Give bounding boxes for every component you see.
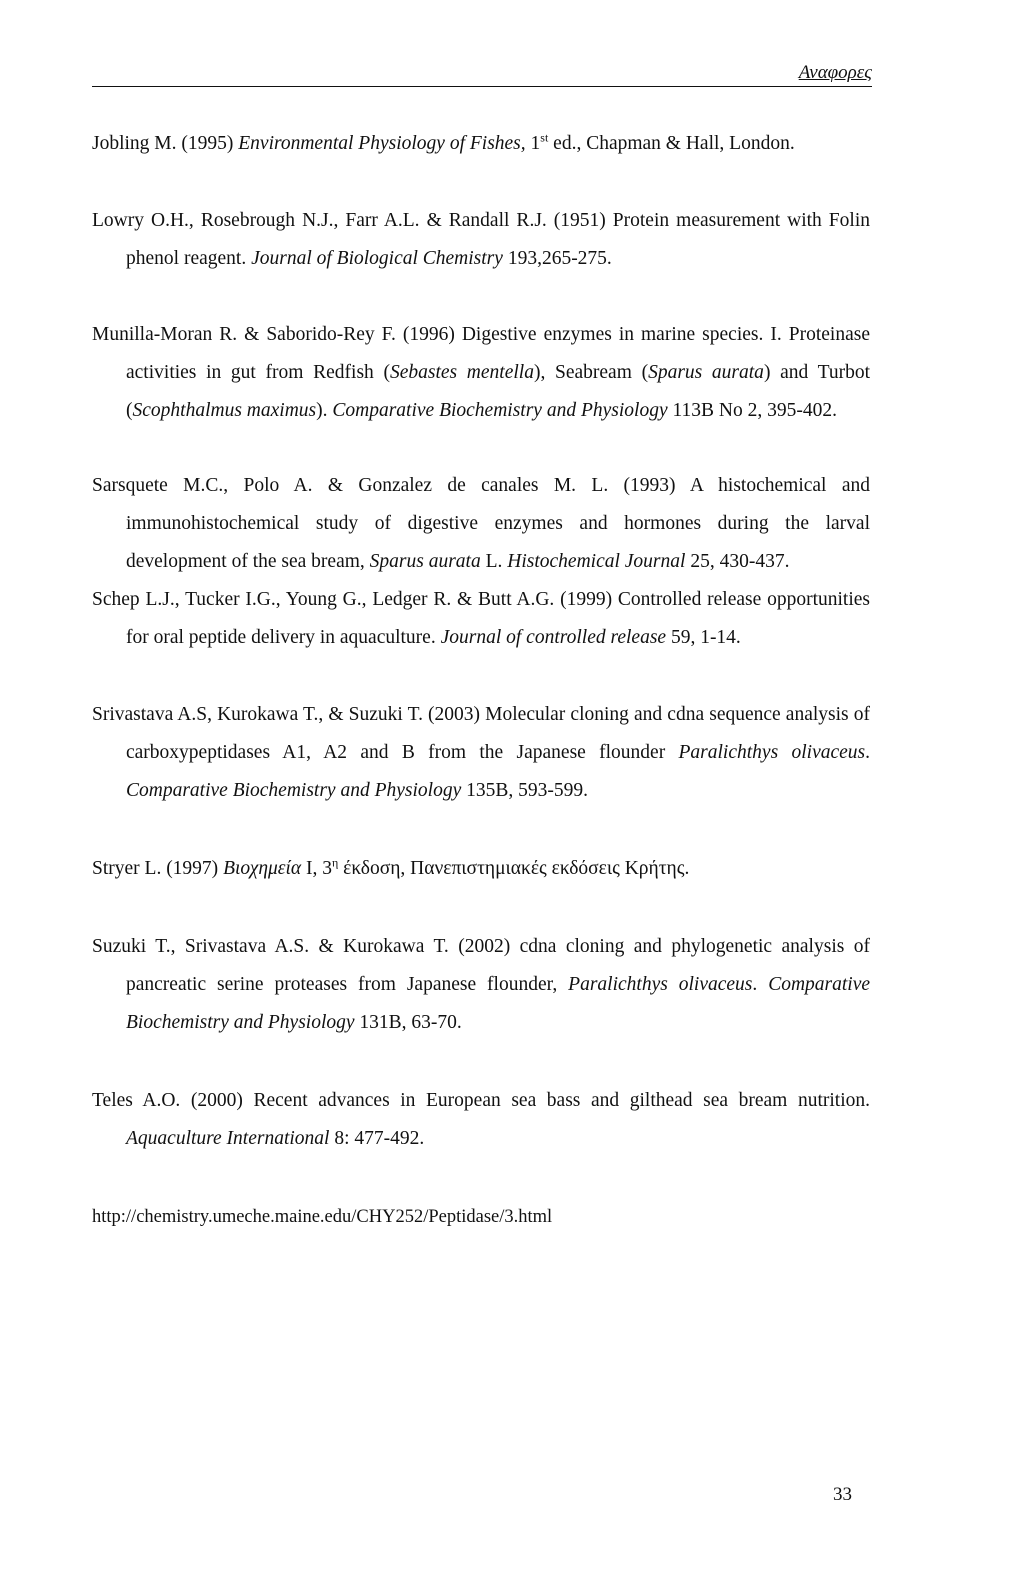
ref-species: Sparus aurata — [369, 551, 481, 572]
header-title: Αναφορες — [798, 62, 872, 83]
ref-text: I, 3 — [301, 858, 333, 879]
reference-item — [92, 1082, 870, 1158]
reference-item — [92, 850, 870, 888]
ref-text: έκδοση, Πανεπιστημιακές εκδόσεις Κρήτης. — [338, 858, 690, 879]
ref-journal: Comparative Biochemistry and Physiology — [126, 974, 871, 1033]
ref-journal: Histochemical Journal — [507, 551, 686, 572]
ref-species: Paralichthys olivaceus — [568, 974, 753, 995]
reference-item — [92, 928, 870, 1042]
reference-url[interactable] — [92, 1198, 870, 1236]
ref-text: 193,265-275. — [502, 248, 612, 269]
ref-title: Βιοχημεία — [223, 858, 302, 879]
url-link[interactable]: http://chemistry.umeche.maine.edu/CHY252/Peptidase/3.html — [92, 1207, 553, 1227]
ref-text: 135B, 593-599. — [461, 780, 588, 801]
ref-species: Sparus aurata — [648, 362, 764, 383]
ref-text: Stryer L. (1997) — [92, 858, 224, 879]
reference-item — [92, 581, 870, 657]
ref-text: 8: 477-492. — [329, 1128, 425, 1149]
ref-text: 25, 430-437. — [685, 551, 790, 572]
ref-superscript: η — [332, 855, 339, 870]
ref-superscript: st — [540, 130, 549, 145]
ref-text: Sarsquete M.C., Polo A. & Gonzalez de canales M. L. (1993) A histochemical and immunohistochemical study of digestive enzymes and hormones during the larval development of the sea bream, — [92, 475, 870, 572]
reference-list — [92, 125, 870, 1236]
ref-text: . — [752, 974, 769, 995]
ref-text: ed., Chapman & Hall, London. — [548, 133, 795, 154]
ref-species: Paralichthys olivaceus — [678, 742, 866, 763]
ref-journal: Journal of Biological Chemistry — [251, 248, 503, 269]
reference-item — [92, 316, 870, 430]
ref-text: 59, 1-14. — [666, 627, 741, 648]
ref-journal: Comparative Biochemistry and Physiology — [332, 400, 668, 421]
reference-item — [92, 202, 870, 278]
ref-text: . — [865, 742, 870, 763]
ref-text: Munilla-Moran R. & Saborido-Rey F. (1996) Digestive enzymes in marine species. I. Proteinase activities in gut from Redfish ( — [92, 324, 870, 383]
ref-text: Jobling M. (1995) — [92, 133, 239, 154]
ref-text: ), Seabream ( — [533, 362, 649, 383]
reference-item — [92, 696, 870, 810]
ref-journal: Comparative Biochemistry and Physiology — [126, 780, 462, 801]
ref-title: Environmental Physiology of Fishes, — [238, 133, 526, 154]
ref-text: ) and Turbot ( — [126, 362, 870, 421]
ref-text: ). — [316, 400, 333, 421]
ref-text: Schep L.J., Tucker I.G., Young G., Ledger R. & Butt A.G. (1999) Controlled release opportunities for oral peptide delivery in aquaculture. — [92, 589, 870, 648]
ref-text: Lowry O.H., Rosebrough N.J., Farr A.L. & Randall R.J. (1951) Protein measurement with Folin phenol reagent. — [92, 210, 870, 269]
ref-text: Srivastava A.S, Kurokawa T., & Suzuki T. (2003) Molecular cloning and cdna sequence analysis of carboxypeptidases A1, A2 and B from the Japanese flounder — [92, 704, 870, 763]
ref-journal: Aquaculture International — [126, 1128, 330, 1149]
running-header — [92, 58, 872, 87]
ref-text: Suzuki T., Srivastava A.S. & Kurokawa T. (2002) cdna cloning and phylogenetic analysis of pancreatic serine proteases from Japanese flounder, — [92, 936, 870, 995]
ref-text: 1 — [525, 133, 541, 154]
page-number: 33 — [833, 1484, 852, 1505]
ref-journal: Journal of controlled release — [440, 627, 667, 648]
reference-item — [92, 467, 870, 581]
reference-item — [92, 125, 870, 163]
ref-species: Sebastes mentella — [389, 362, 534, 383]
ref-text: 131B, 63-70. — [354, 1012, 462, 1033]
ref-text: 113B No 2, 395-402. — [667, 400, 837, 421]
ref-species: Scophthalmus maximus — [132, 400, 317, 421]
ref-text: L. — [480, 551, 508, 572]
ref-text: Teles A.O. (2000) Recent advances in European sea bass and gilthead sea bream nutrition. — [92, 1090, 870, 1111]
